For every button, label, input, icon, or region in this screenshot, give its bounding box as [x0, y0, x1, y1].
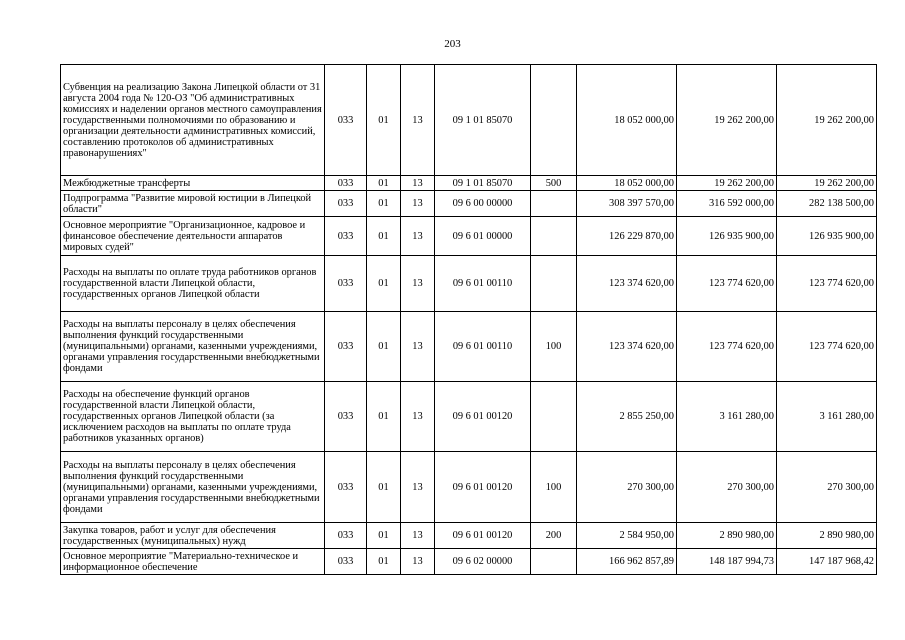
cell-csr: 09 6 01 00110	[435, 312, 531, 382]
cell-year2: 126 935 900,00	[677, 217, 777, 256]
cell-year1: 2 584 950,00	[577, 523, 677, 549]
cell-pr: 13	[401, 65, 435, 176]
cell-csr: 09 6 01 00120	[435, 452, 531, 523]
cell-year3: 19 262 200,00	[777, 176, 877, 191]
row-name: Расходы на обеспечение функций органов государственной власти Липецкой области, государственных органов Липецкой области (за исключением расходов на выплаты по оплате труда работников указанных органов)	[61, 382, 325, 452]
row-name: Основное мероприятие "Материально-техническое и информационное обеспечение	[61, 549, 325, 575]
table-row	[61, 452, 877, 523]
cell-vr	[531, 217, 577, 256]
cell-vr	[531, 382, 577, 452]
cell-vr	[531, 191, 577, 217]
cell-year3: 3 161 280,00	[777, 382, 877, 452]
cell-rz: 01	[367, 65, 401, 176]
cell-csr: 09 6 00 00000	[435, 191, 531, 217]
row-name: Закупка товаров, работ и услуг для обеспечения государственных (муниципальных) нужд	[61, 523, 325, 549]
cell-pr: 13	[401, 523, 435, 549]
budget-table	[60, 64, 877, 575]
cell-vr: 200	[531, 523, 577, 549]
table-row	[61, 176, 877, 191]
table-row	[61, 382, 877, 452]
row-name: Основное мероприятие "Организационное, кадровое и финансовое обеспечение деятельности аппаратов мировых судей"	[61, 217, 325, 256]
cell-year1: 166 962 857,89	[577, 549, 677, 575]
cell-year2: 316 592 000,00	[677, 191, 777, 217]
table-row	[61, 217, 877, 256]
cell-rz: 01	[367, 191, 401, 217]
table-row	[61, 256, 877, 312]
cell-rz: 01	[367, 256, 401, 312]
cell-year3: 2 890 980,00	[777, 523, 877, 549]
cell-rz: 01	[367, 312, 401, 382]
cell-gr: 033	[325, 452, 367, 523]
table-row	[61, 549, 877, 575]
cell-csr: 09 6 01 00120	[435, 523, 531, 549]
cell-year2: 19 262 200,00	[677, 65, 777, 176]
cell-year2: 123 774 620,00	[677, 312, 777, 382]
cell-gr: 033	[325, 256, 367, 312]
cell-pr: 13	[401, 549, 435, 575]
cell-year3: 282 138 500,00	[777, 191, 877, 217]
cell-rz: 01	[367, 523, 401, 549]
cell-gr: 033	[325, 523, 367, 549]
cell-gr: 033	[325, 191, 367, 217]
cell-pr: 13	[401, 382, 435, 452]
cell-year2: 148 187 994,73	[677, 549, 777, 575]
cell-year2: 3 161 280,00	[677, 382, 777, 452]
cell-year2: 19 262 200,00	[677, 176, 777, 191]
cell-year1: 126 229 870,00	[577, 217, 677, 256]
cell-csr: 09 6 01 00000	[435, 217, 531, 256]
cell-gr: 033	[325, 382, 367, 452]
cell-gr: 033	[325, 217, 367, 256]
cell-year1: 308 397 570,00	[577, 191, 677, 217]
cell-year3: 126 935 900,00	[777, 217, 877, 256]
cell-year1: 123 374 620,00	[577, 312, 677, 382]
cell-year3: 123 774 620,00	[777, 256, 877, 312]
cell-rz: 01	[367, 217, 401, 256]
cell-year3: 123 774 620,00	[777, 312, 877, 382]
cell-rz: 01	[367, 452, 401, 523]
cell-vr	[531, 65, 577, 176]
cell-rz: 01	[367, 382, 401, 452]
cell-year3: 19 262 200,00	[777, 65, 877, 176]
cell-pr: 13	[401, 176, 435, 191]
cell-year1: 2 855 250,00	[577, 382, 677, 452]
cell-csr: 09 6 01 00120	[435, 382, 531, 452]
cell-gr: 033	[325, 312, 367, 382]
cell-vr: 100	[531, 312, 577, 382]
table-row	[61, 65, 877, 176]
cell-year1: 270 300,00	[577, 452, 677, 523]
cell-vr: 500	[531, 176, 577, 191]
cell-pr: 13	[401, 312, 435, 382]
cell-csr: 09 6 02 00000	[435, 549, 531, 575]
cell-pr: 13	[401, 217, 435, 256]
table-row	[61, 191, 877, 217]
cell-gr: 033	[325, 176, 367, 191]
row-name: Расходы на выплаты персоналу в целях обеспечения выполнения функций государственными (муниципальными) органами, казенными учреждениями, органами управления государственными внебюджетными фондами	[61, 452, 325, 523]
cell-year3: 147 187 968,42	[777, 549, 877, 575]
cell-year2: 2 890 980,00	[677, 523, 777, 549]
page-number: 203	[444, 38, 461, 50]
cell-year1: 18 052 000,00	[577, 176, 677, 191]
cell-pr: 13	[401, 452, 435, 523]
cell-pr: 13	[401, 191, 435, 217]
row-name: Подпрограмма "Развитие мировой юстиции в Липецкой области"	[61, 191, 325, 217]
cell-vr	[531, 549, 577, 575]
row-name: Расходы на выплаты персоналу в целях обеспечения выполнения функций государственными (муниципальными) органами, казенными учреждениями, органами управления государственными внебюджетными фондами	[61, 312, 325, 382]
cell-csr: 09 1 01 85070	[435, 65, 531, 176]
cell-year1: 18 052 000,00	[577, 65, 677, 176]
cell-year3: 270 300,00	[777, 452, 877, 523]
cell-year2: 270 300,00	[677, 452, 777, 523]
table-row	[61, 523, 877, 549]
cell-vr	[531, 256, 577, 312]
cell-csr: 09 6 01 00110	[435, 256, 531, 312]
cell-year2: 123 774 620,00	[677, 256, 777, 312]
table-row	[61, 312, 877, 382]
row-name: Межбюджетные трансферты	[61, 176, 325, 191]
cell-rz: 01	[367, 549, 401, 575]
cell-year1: 123 374 620,00	[577, 256, 677, 312]
cell-pr: 13	[401, 256, 435, 312]
cell-gr: 033	[325, 549, 367, 575]
row-name: Субвенция на реализацию Закона Липецкой области от 31 августа 2004 года № 120-ОЗ "Об административных комиссиях и наделении органов местного самоуправления государственными полномочиями по образованию и организации деятельности административных комиссий, составлению протоколов об административных правонарушениях"	[61, 65, 325, 176]
cell-rz: 01	[367, 176, 401, 191]
cell-vr: 100	[531, 452, 577, 523]
row-name: Расходы на выплаты по оплате труда работников органов государственной власти Липецкой области, государственных органов Липецкой области	[61, 256, 325, 312]
cell-gr: 033	[325, 65, 367, 176]
cell-csr: 09 1 01 85070	[435, 176, 531, 191]
